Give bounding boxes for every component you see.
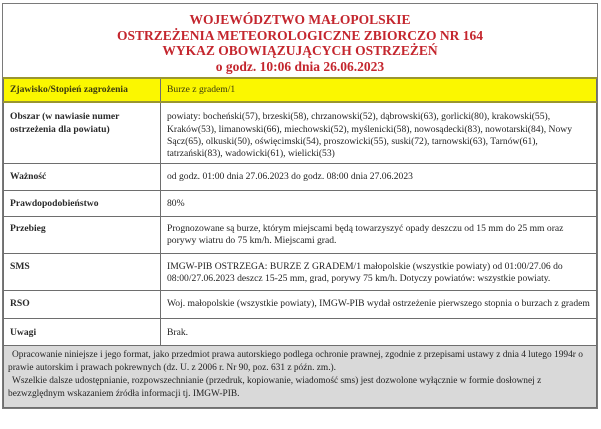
- warning-document: [2, 3, 598, 409]
- table-row-probability: [4, 190, 597, 216]
- warning-table: [3, 77, 597, 408]
- table-row-validity: [4, 164, 597, 190]
- header-subtitle: WYKAZ OBOWIĄZUJĄCYCH OSTRZEŻEŃ: [162, 43, 438, 58]
- row-label: RSO: [4, 291, 161, 318]
- table-row-course: [4, 217, 597, 254]
- distribution-notice: Wszelkie dalsze udostępnianie, rozpowszechnianie (przedruk, kopiowanie, wiadomość sms) jest dozwolone wyłącznie w formie dosłownej z bezwzględnym wskazaniem źródła informacji tj. IMGW-PIB.: [8, 375, 542, 399]
- table-row-remarks: [4, 318, 597, 345]
- copyright-footer: [4, 345, 597, 407]
- row-label: Uwagi: [4, 318, 161, 345]
- row-value: 80%: [161, 190, 597, 216]
- header-title: OSTRZEŻENIA METEOROLOGICZNE ZBIORCZO NR 164: [116, 27, 484, 43]
- row-value: Brak.: [161, 318, 597, 345]
- row-label: Zjawisko/Stopień zagrożenia: [4, 78, 161, 102]
- row-label: Ważność: [4, 164, 161, 190]
- row-label: SMS: [4, 253, 161, 291]
- table-row-rso: [4, 291, 597, 318]
- row-value: IMGW-PIB OSTRZEGA: BURZE Z GRADEM/1 małopolskie (wszystkie powiaty) od 01:00/27.06 do 08:00/27.06.2023 deszcz 15-25 mm, grad, porywy 75 km/h. Dotyczy powiatów: wszystkie powiaty.: [161, 253, 597, 291]
- row-label: Przebieg: [4, 217, 161, 254]
- footer-cell: [4, 345, 597, 407]
- row-label: Obszar (w nawiasie numer ostrzeżenia dla powiatu): [4, 102, 161, 164]
- row-value: Prognozowane są burze, którym miejscami będą towarzyszyć opady deszczu od 15 mm do 25 mm oraz porywy wiatru do 75 km/h. Miejscami grad.: [161, 217, 597, 254]
- copyright-notice: Opracowanie niniejsze i jego format, jako przedmiot prawa autorskiego podlega ochronie prawnej, zgodnie z przepisami ustawy z dnia 4 lutego 1994r o prawie autorskim i prawach pokrewnych (dz. U. z 2006 r. Nr 90, poz. 631 z późn. zm.).: [8, 349, 583, 373]
- row-value: Woj. małopolskie (wszystkie powiaty), IMGW-PIB wydał ostrzeżenie pierwszego stopnia o burzach z gradem: [161, 291, 597, 318]
- document-header: [3, 4, 597, 77]
- row-value: powiaty: bocheński(57), brzeski(58), chrzanowski(52), dąbrowski(63), gorlicki(80), krakowski(55), Kraków(53), limanowski(66), miechowski(52), myślenicki(58), nowosądecki(83), nowotarski(84), Nowy Sącz(65), olkuski(50), oświęcimski(54), proszowicki(55), suski(72), tarnowski(63), Tarnów(61), tatrzański(83), wadowicki(61), wielicki(53): [161, 102, 597, 164]
- row-label: Prawdopodobieństwo: [4, 190, 161, 216]
- row-value: Burze z gradem/1: [161, 78, 597, 102]
- header-region: WOJEWÓDZTWO MAŁOPOLSKIE: [189, 12, 411, 27]
- table-row-area: [4, 102, 597, 164]
- header-timestamp: o godz. 10:06 dnia 26.06.2023: [215, 58, 385, 74]
- row-value: od godz. 01:00 dnia 27.06.2023 do godz. 08:00 dnia 27.06.2023: [161, 164, 597, 190]
- table-row-phenomenon: [4, 78, 597, 102]
- table-row-sms: [4, 253, 597, 291]
